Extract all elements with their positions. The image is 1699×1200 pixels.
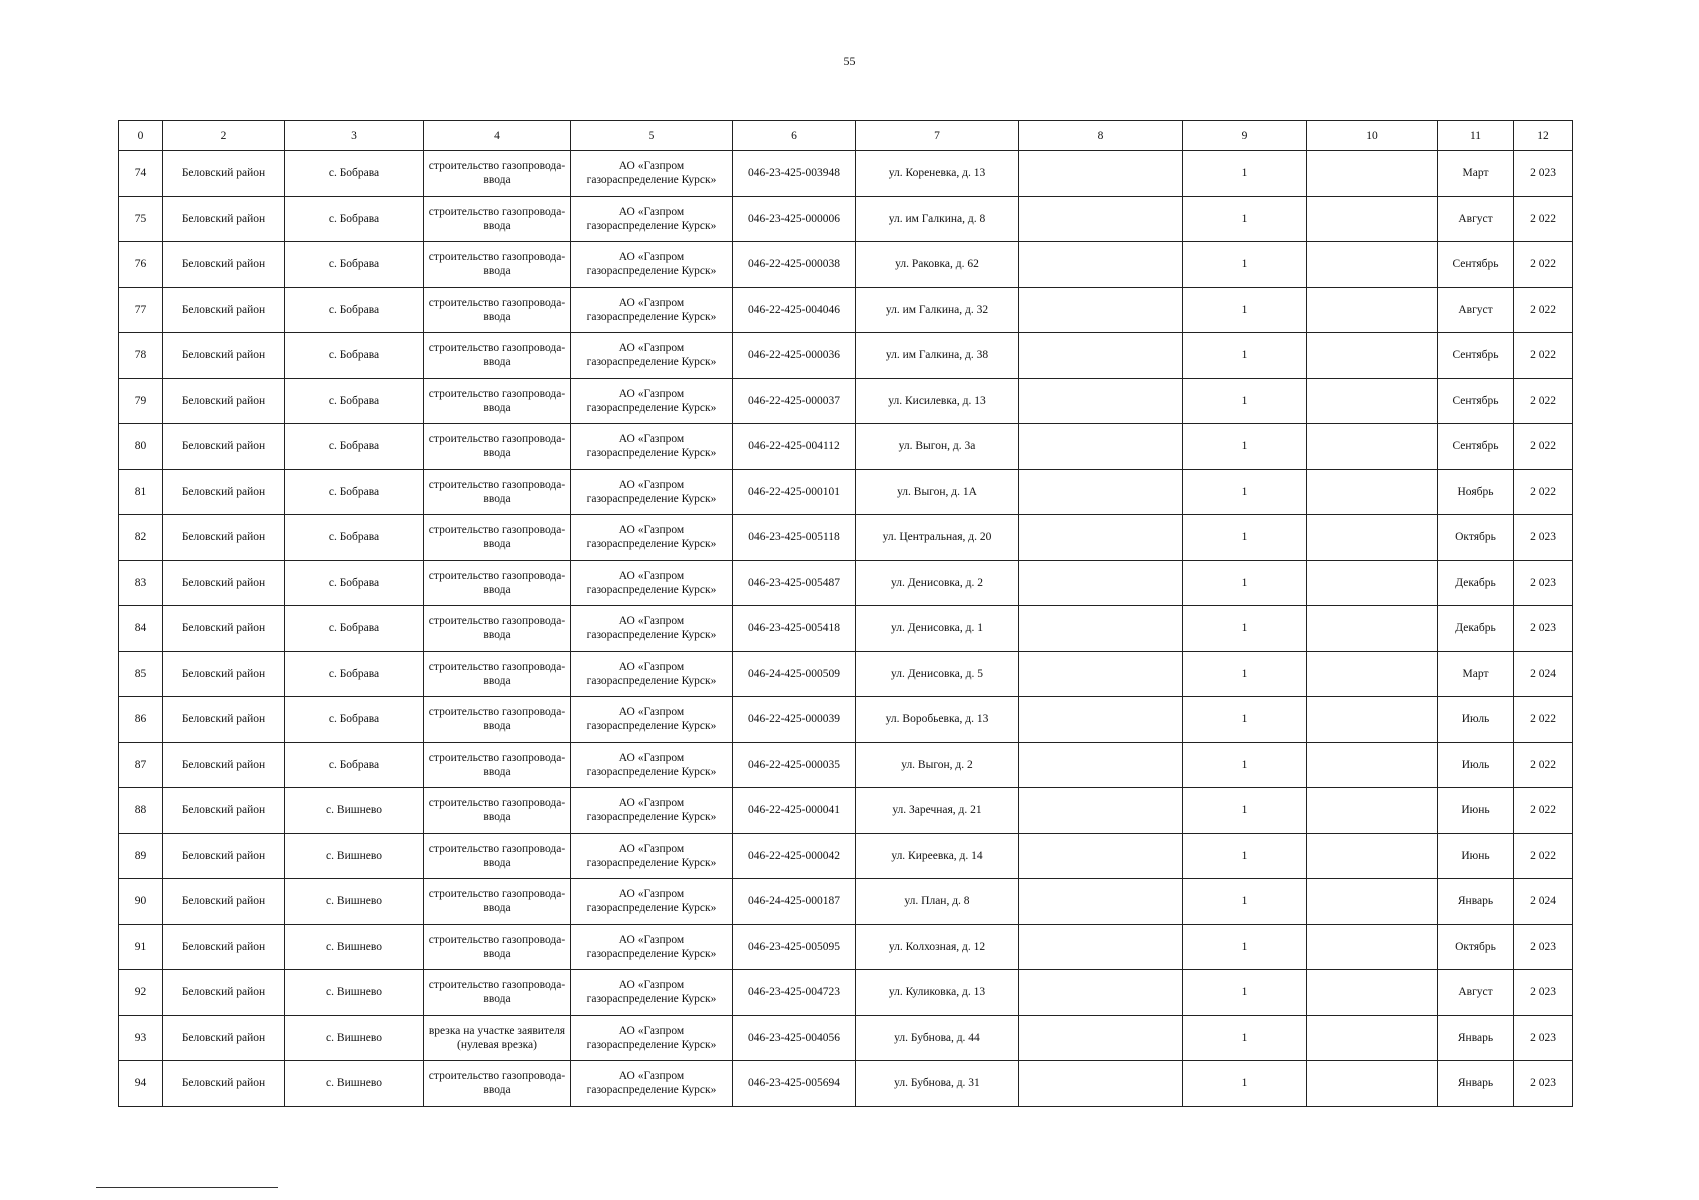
table-cell: АО «Газпром газораспределение Курск»	[571, 970, 733, 1016]
column-header: 11	[1438, 121, 1514, 151]
table-cell: строительство газопровода-ввода	[424, 651, 571, 697]
table-cell	[1307, 606, 1438, 652]
table-cell	[1307, 469, 1438, 515]
table-cell: ул. Бубнова, д. 31	[856, 1061, 1019, 1107]
table-cell: с. Бобрава	[285, 651, 424, 697]
table-cell: 1	[1183, 287, 1307, 333]
table-cell: 2 023	[1514, 560, 1573, 606]
column-header: 3	[285, 121, 424, 151]
table-cell: 1	[1183, 196, 1307, 242]
table-cell: АО «Газпром газораспределение Курск»	[571, 924, 733, 970]
table-cell	[1019, 879, 1183, 925]
table-cell: 046-22-425-000039	[733, 697, 856, 743]
table-cell: АО «Газпром газораспределение Курск»	[571, 287, 733, 333]
table-cell: с. Вишнево	[285, 924, 424, 970]
table-row	[119, 242, 1573, 288]
table-cell: 2 022	[1514, 378, 1573, 424]
table-cell: 2 022	[1514, 333, 1573, 379]
table-cell: АО «Газпром газораспределение Курск»	[571, 560, 733, 606]
table-cell: АО «Газпром газораспределение Курск»	[571, 333, 733, 379]
table-cell: Сентябрь	[1438, 378, 1514, 424]
table-cell: ул. им Галкина, д. 32	[856, 287, 1019, 333]
table-cell: АО «Газпром газораспределение Курск»	[571, 378, 733, 424]
column-header: 6	[733, 121, 856, 151]
table-cell: 2 022	[1514, 424, 1573, 470]
table-cell	[1307, 1015, 1438, 1061]
column-header: 8	[1019, 121, 1183, 151]
table-cell: ул. Колхозная, д. 12	[856, 924, 1019, 970]
table-cell: Беловский район	[163, 970, 285, 1016]
table-cell: ул. Денисовка, д. 2	[856, 560, 1019, 606]
table-cell: 2 023	[1514, 970, 1573, 1016]
table-cell: АО «Газпром газораспределение Курск»	[571, 833, 733, 879]
table-cell: ул. Денисовка, д. 1	[856, 606, 1019, 652]
table-cell: 2 022	[1514, 788, 1573, 834]
table-cell: Август	[1438, 970, 1514, 1016]
table-cell	[1019, 606, 1183, 652]
table-cell	[1307, 924, 1438, 970]
table-row	[119, 970, 1573, 1016]
table-cell	[1307, 424, 1438, 470]
table-cell: 046-24-425-000187	[733, 879, 856, 925]
table-cell: с. Бобрава	[285, 469, 424, 515]
table-cell: с. Бобрава	[285, 697, 424, 743]
table-cell: Беловский район	[163, 151, 285, 197]
column-header: 12	[1514, 121, 1573, 151]
table-cell	[1019, 196, 1183, 242]
table-cell: строительство газопровода-ввода	[424, 469, 571, 515]
table-cell	[1307, 333, 1438, 379]
table-cell: ул. Денисовка, д. 5	[856, 651, 1019, 697]
table-cell: 1	[1183, 1061, 1307, 1107]
table-cell: с. Вишнево	[285, 788, 424, 834]
table-cell: 74	[119, 151, 163, 197]
table-cell: АО «Газпром газораспределение Курск»	[571, 151, 733, 197]
table-cell: строительство газопровода-ввода	[424, 287, 571, 333]
table-cell: 88	[119, 788, 163, 834]
table-cell	[1019, 287, 1183, 333]
table-cell: АО «Газпром газораспределение Курск»	[571, 1061, 733, 1107]
table-cell: Январь	[1438, 1061, 1514, 1107]
table-cell: 93	[119, 1015, 163, 1061]
table-cell: 046-22-425-004112	[733, 424, 856, 470]
table-cell: строительство газопровода-ввода	[424, 515, 571, 561]
table-cell: 2 023	[1514, 515, 1573, 561]
table-row	[119, 378, 1573, 424]
table-cell: 1	[1183, 788, 1307, 834]
table-cell	[1019, 788, 1183, 834]
table-cell: строительство газопровода-ввода	[424, 424, 571, 470]
table-cell: Март	[1438, 151, 1514, 197]
table-cell: 1	[1183, 697, 1307, 743]
table-cell: 046-24-425-000509	[733, 651, 856, 697]
table-cell: ул. Куликовка, д. 13	[856, 970, 1019, 1016]
table-cell: 046-23-425-005418	[733, 606, 856, 652]
table-cell	[1307, 151, 1438, 197]
table-cell: ул. им Галкина, д. 38	[856, 333, 1019, 379]
table-cell: 046-23-425-004056	[733, 1015, 856, 1061]
table-cell: строительство газопровода-ввода	[424, 378, 571, 424]
table-cell: 2 022	[1514, 697, 1573, 743]
table-cell: Октябрь	[1438, 515, 1514, 561]
table-cell	[1307, 742, 1438, 788]
table-cell: Беловский район	[163, 242, 285, 288]
table-cell: 92	[119, 970, 163, 1016]
table-row	[119, 833, 1573, 879]
table-cell: Июнь	[1438, 788, 1514, 834]
table-row	[119, 560, 1573, 606]
table-cell: 1	[1183, 606, 1307, 652]
table-cell: с. Бобрава	[285, 606, 424, 652]
table-row	[119, 606, 1573, 652]
table-cell: Декабрь	[1438, 560, 1514, 606]
table-cell: ул. им Галкина, д. 8	[856, 196, 1019, 242]
table-cell	[1307, 196, 1438, 242]
table-body	[119, 151, 1573, 1107]
table-cell: с. Бобрава	[285, 742, 424, 788]
table-cell: 2 023	[1514, 1061, 1573, 1107]
table-cell: Январь	[1438, 1015, 1514, 1061]
table-cell: 046-22-425-000041	[733, 788, 856, 834]
table-cell	[1019, 242, 1183, 288]
table-cell	[1019, 560, 1183, 606]
table-cell: 75	[119, 196, 163, 242]
table-cell	[1019, 833, 1183, 879]
table-cell: строительство газопровода-ввода	[424, 151, 571, 197]
table-row	[119, 424, 1573, 470]
column-header: 7	[856, 121, 1019, 151]
table-cell: 1	[1183, 1015, 1307, 1061]
table-cell	[1307, 378, 1438, 424]
table-cell: ул. Киреевка, д. 14	[856, 833, 1019, 879]
table-cell: строительство газопровода-ввода	[424, 606, 571, 652]
table-cell: 1	[1183, 424, 1307, 470]
table-cell: Беловский район	[163, 788, 285, 834]
table-cell: 2 024	[1514, 651, 1573, 697]
table-cell: Беловский район	[163, 879, 285, 925]
table-cell	[1019, 424, 1183, 470]
table-cell: Беловский район	[163, 924, 285, 970]
table-cell	[1307, 651, 1438, 697]
table-cell: 046-22-425-004046	[733, 287, 856, 333]
table-cell: АО «Газпром газораспределение Курск»	[571, 742, 733, 788]
table-cell: с. Бобрава	[285, 287, 424, 333]
column-header: 10	[1307, 121, 1438, 151]
table-cell: ул. Бубнова, д. 44	[856, 1015, 1019, 1061]
table-cell	[1019, 970, 1183, 1016]
table-cell: АО «Газпром газораспределение Курск»	[571, 651, 733, 697]
table-cell: 81	[119, 469, 163, 515]
table-row	[119, 469, 1573, 515]
table-row	[119, 651, 1573, 697]
table-cell: 046-23-425-000006	[733, 196, 856, 242]
table-cell: 1	[1183, 560, 1307, 606]
table-cell	[1307, 970, 1438, 1016]
table-cell: строительство газопровода-ввода	[424, 833, 571, 879]
table-cell: АО «Газпром газораспределение Курск»	[571, 196, 733, 242]
table-cell: ул. Выгон, д. 3а	[856, 424, 1019, 470]
table-cell	[1019, 378, 1183, 424]
table-cell: с. Бобрава	[285, 378, 424, 424]
table-cell	[1019, 469, 1183, 515]
table-cell: строительство газопровода-ввода	[424, 742, 571, 788]
table-cell: Беловский район	[163, 333, 285, 379]
table-cell: Январь	[1438, 879, 1514, 925]
table-cell: строительство газопровода-ввода	[424, 879, 571, 925]
table-cell: АО «Газпром газораспределение Курск»	[571, 879, 733, 925]
table-cell: 046-22-425-000038	[733, 242, 856, 288]
table-cell	[1307, 788, 1438, 834]
table-cell: Август	[1438, 287, 1514, 333]
table-cell: 2 023	[1514, 1015, 1573, 1061]
table-cell: Беловский район	[163, 742, 285, 788]
data-table	[118, 120, 1573, 1107]
table-cell: 1	[1183, 151, 1307, 197]
table-cell: 1	[1183, 833, 1307, 879]
table-cell: с. Вишнево	[285, 1015, 424, 1061]
table-cell: ул. Центральная, д. 20	[856, 515, 1019, 561]
table-row	[119, 1061, 1573, 1107]
table-row	[119, 1015, 1573, 1061]
table-row	[119, 333, 1573, 379]
column-header: 4	[424, 121, 571, 151]
header-row	[119, 121, 1573, 151]
table-container	[118, 120, 1572, 1107]
table-cell: 046-23-425-005487	[733, 560, 856, 606]
table-cell: Беловский район	[163, 287, 285, 333]
table-cell: строительство газопровода-ввода	[424, 788, 571, 834]
table-cell: с. Бобрава	[285, 515, 424, 561]
table-cell: Беловский район	[163, 1061, 285, 1107]
table-cell: 1	[1183, 924, 1307, 970]
table-cell: ул. Воробьевка, д. 13	[856, 697, 1019, 743]
table-cell: Сентябрь	[1438, 424, 1514, 470]
table-cell: 86	[119, 697, 163, 743]
table-cell	[1019, 151, 1183, 197]
table-row	[119, 151, 1573, 197]
table-cell: с. Вишнево	[285, 1061, 424, 1107]
table-cell: АО «Газпром газораспределение Курск»	[571, 697, 733, 743]
table-cell: 79	[119, 378, 163, 424]
table-cell: строительство газопровода-ввода	[424, 560, 571, 606]
table-cell	[1307, 242, 1438, 288]
table-cell: АО «Газпром газораспределение Курск»	[571, 1015, 733, 1061]
table-row	[119, 788, 1573, 834]
table-cell: 83	[119, 560, 163, 606]
table-cell: строительство газопровода-ввода	[424, 242, 571, 288]
table-cell: АО «Газпром газораспределение Курск»	[571, 788, 733, 834]
table-cell: 82	[119, 515, 163, 561]
table-cell: 2 022	[1514, 742, 1573, 788]
table-cell: АО «Газпром газораспределение Курск»	[571, 606, 733, 652]
table-cell: Беловский район	[163, 651, 285, 697]
table-cell: 046-22-425-000101	[733, 469, 856, 515]
table-cell: Июль	[1438, 742, 1514, 788]
table-cell: Август	[1438, 196, 1514, 242]
table-cell: 1	[1183, 242, 1307, 288]
table-row	[119, 196, 1573, 242]
table-cell: 94	[119, 1061, 163, 1107]
table-cell	[1307, 879, 1438, 925]
table-cell: Беловский район	[163, 378, 285, 424]
table-cell: 046-22-425-000036	[733, 333, 856, 379]
table-cell	[1019, 1015, 1183, 1061]
table-row	[119, 924, 1573, 970]
table-cell: АО «Газпром газораспределение Курск»	[571, 424, 733, 470]
table-cell: 2 022	[1514, 469, 1573, 515]
table-cell: 046-22-425-000037	[733, 378, 856, 424]
table-cell: 2 022	[1514, 833, 1573, 879]
table-cell: 2 022	[1514, 196, 1573, 242]
table-cell: ул. Выгон, д. 2	[856, 742, 1019, 788]
table-row	[119, 287, 1573, 333]
table-cell: 2 022	[1514, 287, 1573, 333]
table-cell: строительство газопровода-ввода	[424, 1061, 571, 1107]
table-cell: Беловский район	[163, 469, 285, 515]
table-cell	[1307, 287, 1438, 333]
table-cell	[1019, 651, 1183, 697]
table-cell: 91	[119, 924, 163, 970]
table-cell: Ноябрь	[1438, 469, 1514, 515]
table-cell	[1307, 697, 1438, 743]
table-cell: 90	[119, 879, 163, 925]
table-cell: 1	[1183, 651, 1307, 697]
table-cell: 1	[1183, 333, 1307, 379]
table-cell: 2 023	[1514, 924, 1573, 970]
table-cell: 046-23-425-003948	[733, 151, 856, 197]
table-cell: Июль	[1438, 697, 1514, 743]
column-header: 2	[163, 121, 285, 151]
table-cell: с. Бобрава	[285, 560, 424, 606]
table-cell	[1307, 833, 1438, 879]
table-cell: строительство газопровода-ввода	[424, 970, 571, 1016]
table-cell: Беловский район	[163, 196, 285, 242]
table-cell: Беловский район	[163, 1015, 285, 1061]
table-cell: 85	[119, 651, 163, 697]
table-cell: 1	[1183, 970, 1307, 1016]
table-cell: 77	[119, 287, 163, 333]
table-cell: 84	[119, 606, 163, 652]
table-cell: 89	[119, 833, 163, 879]
table-cell: 2 023	[1514, 151, 1573, 197]
table-row	[119, 742, 1573, 788]
footer-divider	[96, 1187, 278, 1188]
table-cell: ул. Заречная, д. 21	[856, 788, 1019, 834]
table-cell: с. Бобрава	[285, 333, 424, 379]
table-cell	[1019, 742, 1183, 788]
column-header: 9	[1183, 121, 1307, 151]
table-cell: с. Бобрава	[285, 242, 424, 288]
table-cell: АО «Газпром газораспределение Курск»	[571, 515, 733, 561]
table-cell: Декабрь	[1438, 606, 1514, 652]
table-cell	[1307, 1061, 1438, 1107]
column-header: 0	[119, 121, 163, 151]
table-cell: строительство газопровода-ввода	[424, 697, 571, 743]
table-cell: строительство газопровода-ввода	[424, 196, 571, 242]
table-cell: с. Вишнево	[285, 833, 424, 879]
table-cell: 2 023	[1514, 606, 1573, 652]
table-cell: Беловский район	[163, 833, 285, 879]
table-cell	[1019, 515, 1183, 561]
table-cell	[1019, 1061, 1183, 1107]
table-cell: Сентябрь	[1438, 333, 1514, 379]
table-cell: АО «Газпром газораспределение Курск»	[571, 469, 733, 515]
table-cell: врезка на участке заявителя (нулевая врезка)	[424, 1015, 571, 1061]
table-cell: ул. Раковка, д. 62	[856, 242, 1019, 288]
table-cell: Сентябрь	[1438, 242, 1514, 288]
table-cell	[1019, 924, 1183, 970]
table-cell: 2 022	[1514, 242, 1573, 288]
table-cell	[1019, 697, 1183, 743]
table-cell: 87	[119, 742, 163, 788]
table-cell: АО «Газпром газораспределение Курск»	[571, 242, 733, 288]
table-cell: 046-23-425-005118	[733, 515, 856, 561]
table-cell: Беловский район	[163, 606, 285, 652]
table-cell: Беловский район	[163, 424, 285, 470]
table-cell: 76	[119, 242, 163, 288]
table-cell	[1019, 333, 1183, 379]
table-cell: Октябрь	[1438, 924, 1514, 970]
table-cell: ул. Выгон, д. 1А	[856, 469, 1019, 515]
table-cell: 1	[1183, 742, 1307, 788]
table-row	[119, 515, 1573, 561]
table-cell: 1	[1183, 879, 1307, 925]
table-cell: 1	[1183, 515, 1307, 561]
table-cell: ул. Кореневка, д. 13	[856, 151, 1019, 197]
page-number: 55	[843, 54, 856, 68]
table-cell: 1	[1183, 378, 1307, 424]
table-cell: с. Вишнево	[285, 970, 424, 1016]
table-cell: 046-22-425-000035	[733, 742, 856, 788]
table-cell: 1	[1183, 469, 1307, 515]
table-cell: 046-23-425-005694	[733, 1061, 856, 1107]
table-cell: ул. План, д. 8	[856, 879, 1019, 925]
table-cell: с. Бобрава	[285, 196, 424, 242]
table-cell: 046-22-425-000042	[733, 833, 856, 879]
table-cell: 80	[119, 424, 163, 470]
table-cell: строительство газопровода-ввода	[424, 924, 571, 970]
table-cell: с. Бобрава	[285, 151, 424, 197]
table-cell: строительство газопровода-ввода	[424, 333, 571, 379]
table-cell: Июнь	[1438, 833, 1514, 879]
table-cell	[1307, 560, 1438, 606]
table-cell: 046-23-425-004723	[733, 970, 856, 1016]
table-row	[119, 879, 1573, 925]
table-cell	[1307, 515, 1438, 561]
table-cell: 2 024	[1514, 879, 1573, 925]
table-cell: Беловский район	[163, 697, 285, 743]
table-cell: с. Вишнево	[285, 879, 424, 925]
table-cell: Беловский район	[163, 515, 285, 561]
table-cell: 046-23-425-005095	[733, 924, 856, 970]
table-cell: с. Бобрава	[285, 424, 424, 470]
table-cell: 78	[119, 333, 163, 379]
table-row	[119, 697, 1573, 743]
table-cell: Март	[1438, 651, 1514, 697]
table-cell: ул. Кисилевка, д. 13	[856, 378, 1019, 424]
column-header: 5	[571, 121, 733, 151]
table-cell: Беловский район	[163, 560, 285, 606]
